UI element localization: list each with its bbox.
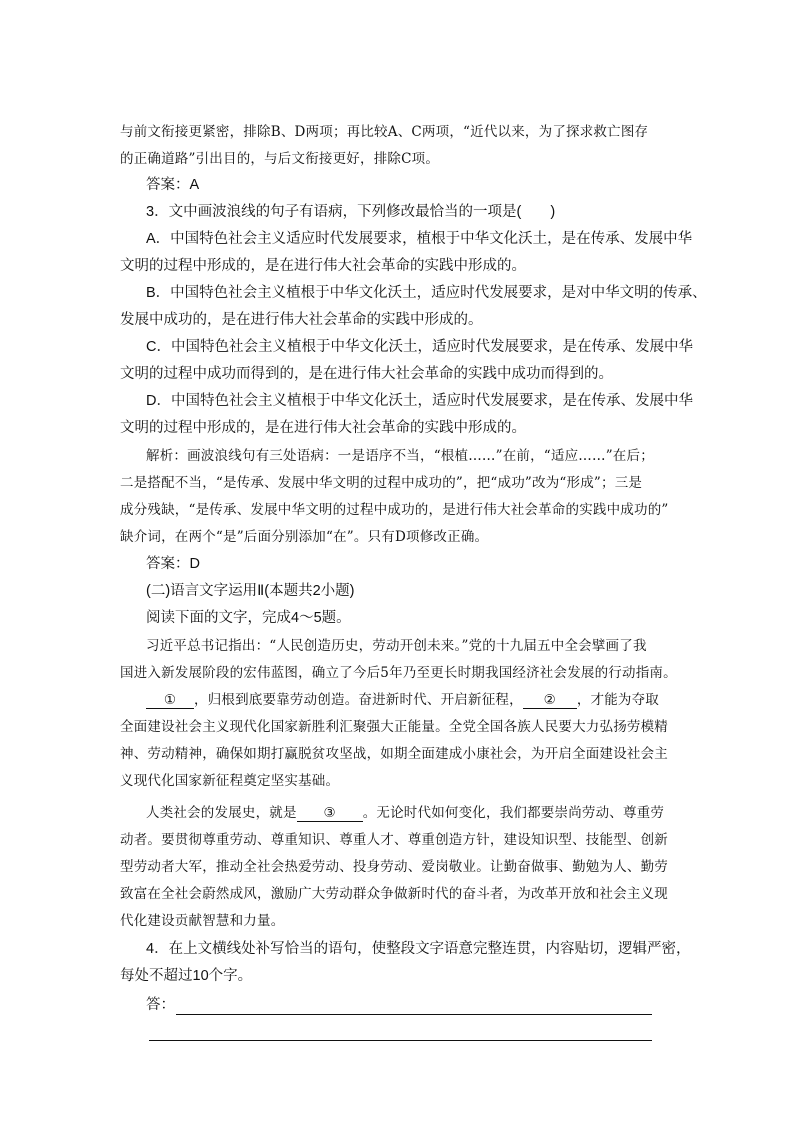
analysis-continuation-line-1: 与前文衔接更紧密，排除B、D两项；再比较A、C两项，“近代以来，为了探求救亡图存: [120, 124, 649, 140]
analysis-3-line-1: 解析：画波浪线句有三处语病：一是语序不当，“根植……”在前，“适应……”在后；: [146, 448, 654, 464]
passage-line-3-text: ，归根到底要靠劳动创造。奋进新时代、开启新征程，: [194, 692, 523, 708]
question-4-line-2: 每处不超过10个字。: [120, 968, 253, 984]
passage-line-10: 致富在全社会蔚然成风，激励广大劳动群众争做新时代的奋斗者，为改革开放和社会主义现: [120, 886, 668, 902]
passage-line-8: 动者。要贯彻尊重劳动、尊重知识、尊重人才、尊重创造方针，建设知识型、技能型、创新: [120, 832, 668, 848]
passage-line-5: 神、劳动精神，确保如期打赢脱贫攻坚战，如期全面建成小康社会，为开启全面建设社会主: [120, 746, 668, 762]
option-a-line-1: A．中国特色社会主义适应时代发展要求，植根于中华文化沃土，是在传承、发展中华: [146, 231, 693, 247]
answer-2: 答案：A: [146, 177, 200, 193]
passage-line-6: 义现代化国家新征程奠定坚实基础。: [120, 773, 340, 789]
passage-line-7-start: 人类社会的发展史，就是: [146, 805, 297, 821]
question-3-stem: 3．文中画波浪线的句子有语病，下列修改最恰当的一项是( ): [146, 204, 556, 220]
question-4-line-1: 4．在上文横线处补写恰当的语句，使整段文字语意完整连贯，内容贴切，逻辑严密，: [146, 941, 691, 957]
blank-1[interactable]: ①: [146, 692, 194, 709]
option-d-line-1: D．中国特色社会主义植根于中华文化沃土，适应时代发展要求，是在传承、发展中华: [146, 393, 693, 409]
answer-line-2[interactable]: [149, 1040, 652, 1041]
analysis-3-line-2: 二是搭配不当，“是传承、发展中华文明的过程中成功的”，把“成功”改为“形成”；三是: [120, 475, 643, 491]
passage-line-2: 国进入新发展阶段的宏伟蓝图，确立了今后5年乃至更长时期我国经济社会发展的行动指南。: [120, 665, 677, 681]
passage-line-3: [146, 691, 659, 709]
blank-3[interactable]: ③: [297, 805, 363, 822]
option-c-line-2: 文明的过程中成功而得到的，是在进行伟大社会革命的实践中成功而得到的。: [120, 366, 613, 382]
reading-instruction: 阅读下面的文字，完成4～5题。: [146, 610, 351, 626]
option-a-line-2: 文明的过程中形成的，是在进行伟大社会革命的实践中形成的。: [120, 258, 526, 274]
option-b-line-2: 发展中成功的，是在进行伟大社会革命的实践中形成的。: [120, 312, 483, 328]
answer-line-1[interactable]: [176, 1014, 652, 1015]
analysis-3-line-4: 缺介词，在两个“是”后面分别添加“在”。只有D项修改正确。: [120, 529, 489, 545]
option-d-line-2: 文明的过程中形成的，是在进行伟大社会革命的实践中形成的。: [120, 420, 526, 436]
passage-line-4: 全面建设社会主义现代化国家新胜利汇聚强大正能量。全党全国各族人民要大力弘扬劳模精: [120, 719, 668, 735]
passage-line-7-end: 。无论时代如何变化，我们都要崇尚劳动、尊重劳: [362, 805, 665, 821]
passage-line-3-end: ，才能为夺取: [576, 692, 660, 708]
passage-line-7: [146, 804, 664, 822]
option-b-line-1: B．中国特色社会主义植根于中华文化沃土，适应时代发展要求，是对中华文明的传承、: [146, 285, 707, 301]
analysis-3-line-3: 成分残缺，“是传承、发展中华文明的过程中成功的，是进行伟大社会革命的实践中成功的”: [120, 502, 669, 518]
option-c-line-1: C．中国特色社会主义植根于中华文化沃土，适应时代发展要求，是在传承、发展中华: [146, 339, 693, 355]
answer-label: 答：: [146, 997, 175, 1013]
passage-line-9: 型劳动者大军，推动全社会热爱劳动、投身劳动、爱岗敬业。让勤奋做事、勤勉为人、勤劳: [120, 859, 668, 875]
blank-2[interactable]: ②: [523, 692, 577, 709]
passage-line-1: 习近平总书记指出：“人民创造历史，劳动开创未来。”党的十九届五中全会擘画了我: [146, 638, 647, 654]
analysis-continuation-line-2: 的正确道路”引出目的，与后文衔接更好，排除C项。: [120, 151, 440, 167]
passage-line-11: 代化建设贡献智慧和力量。: [120, 913, 285, 929]
section-heading: (二)语言文字运用Ⅱ(本题共2小题): [146, 583, 355, 599]
answer-3: 答案：D: [146, 556, 200, 572]
